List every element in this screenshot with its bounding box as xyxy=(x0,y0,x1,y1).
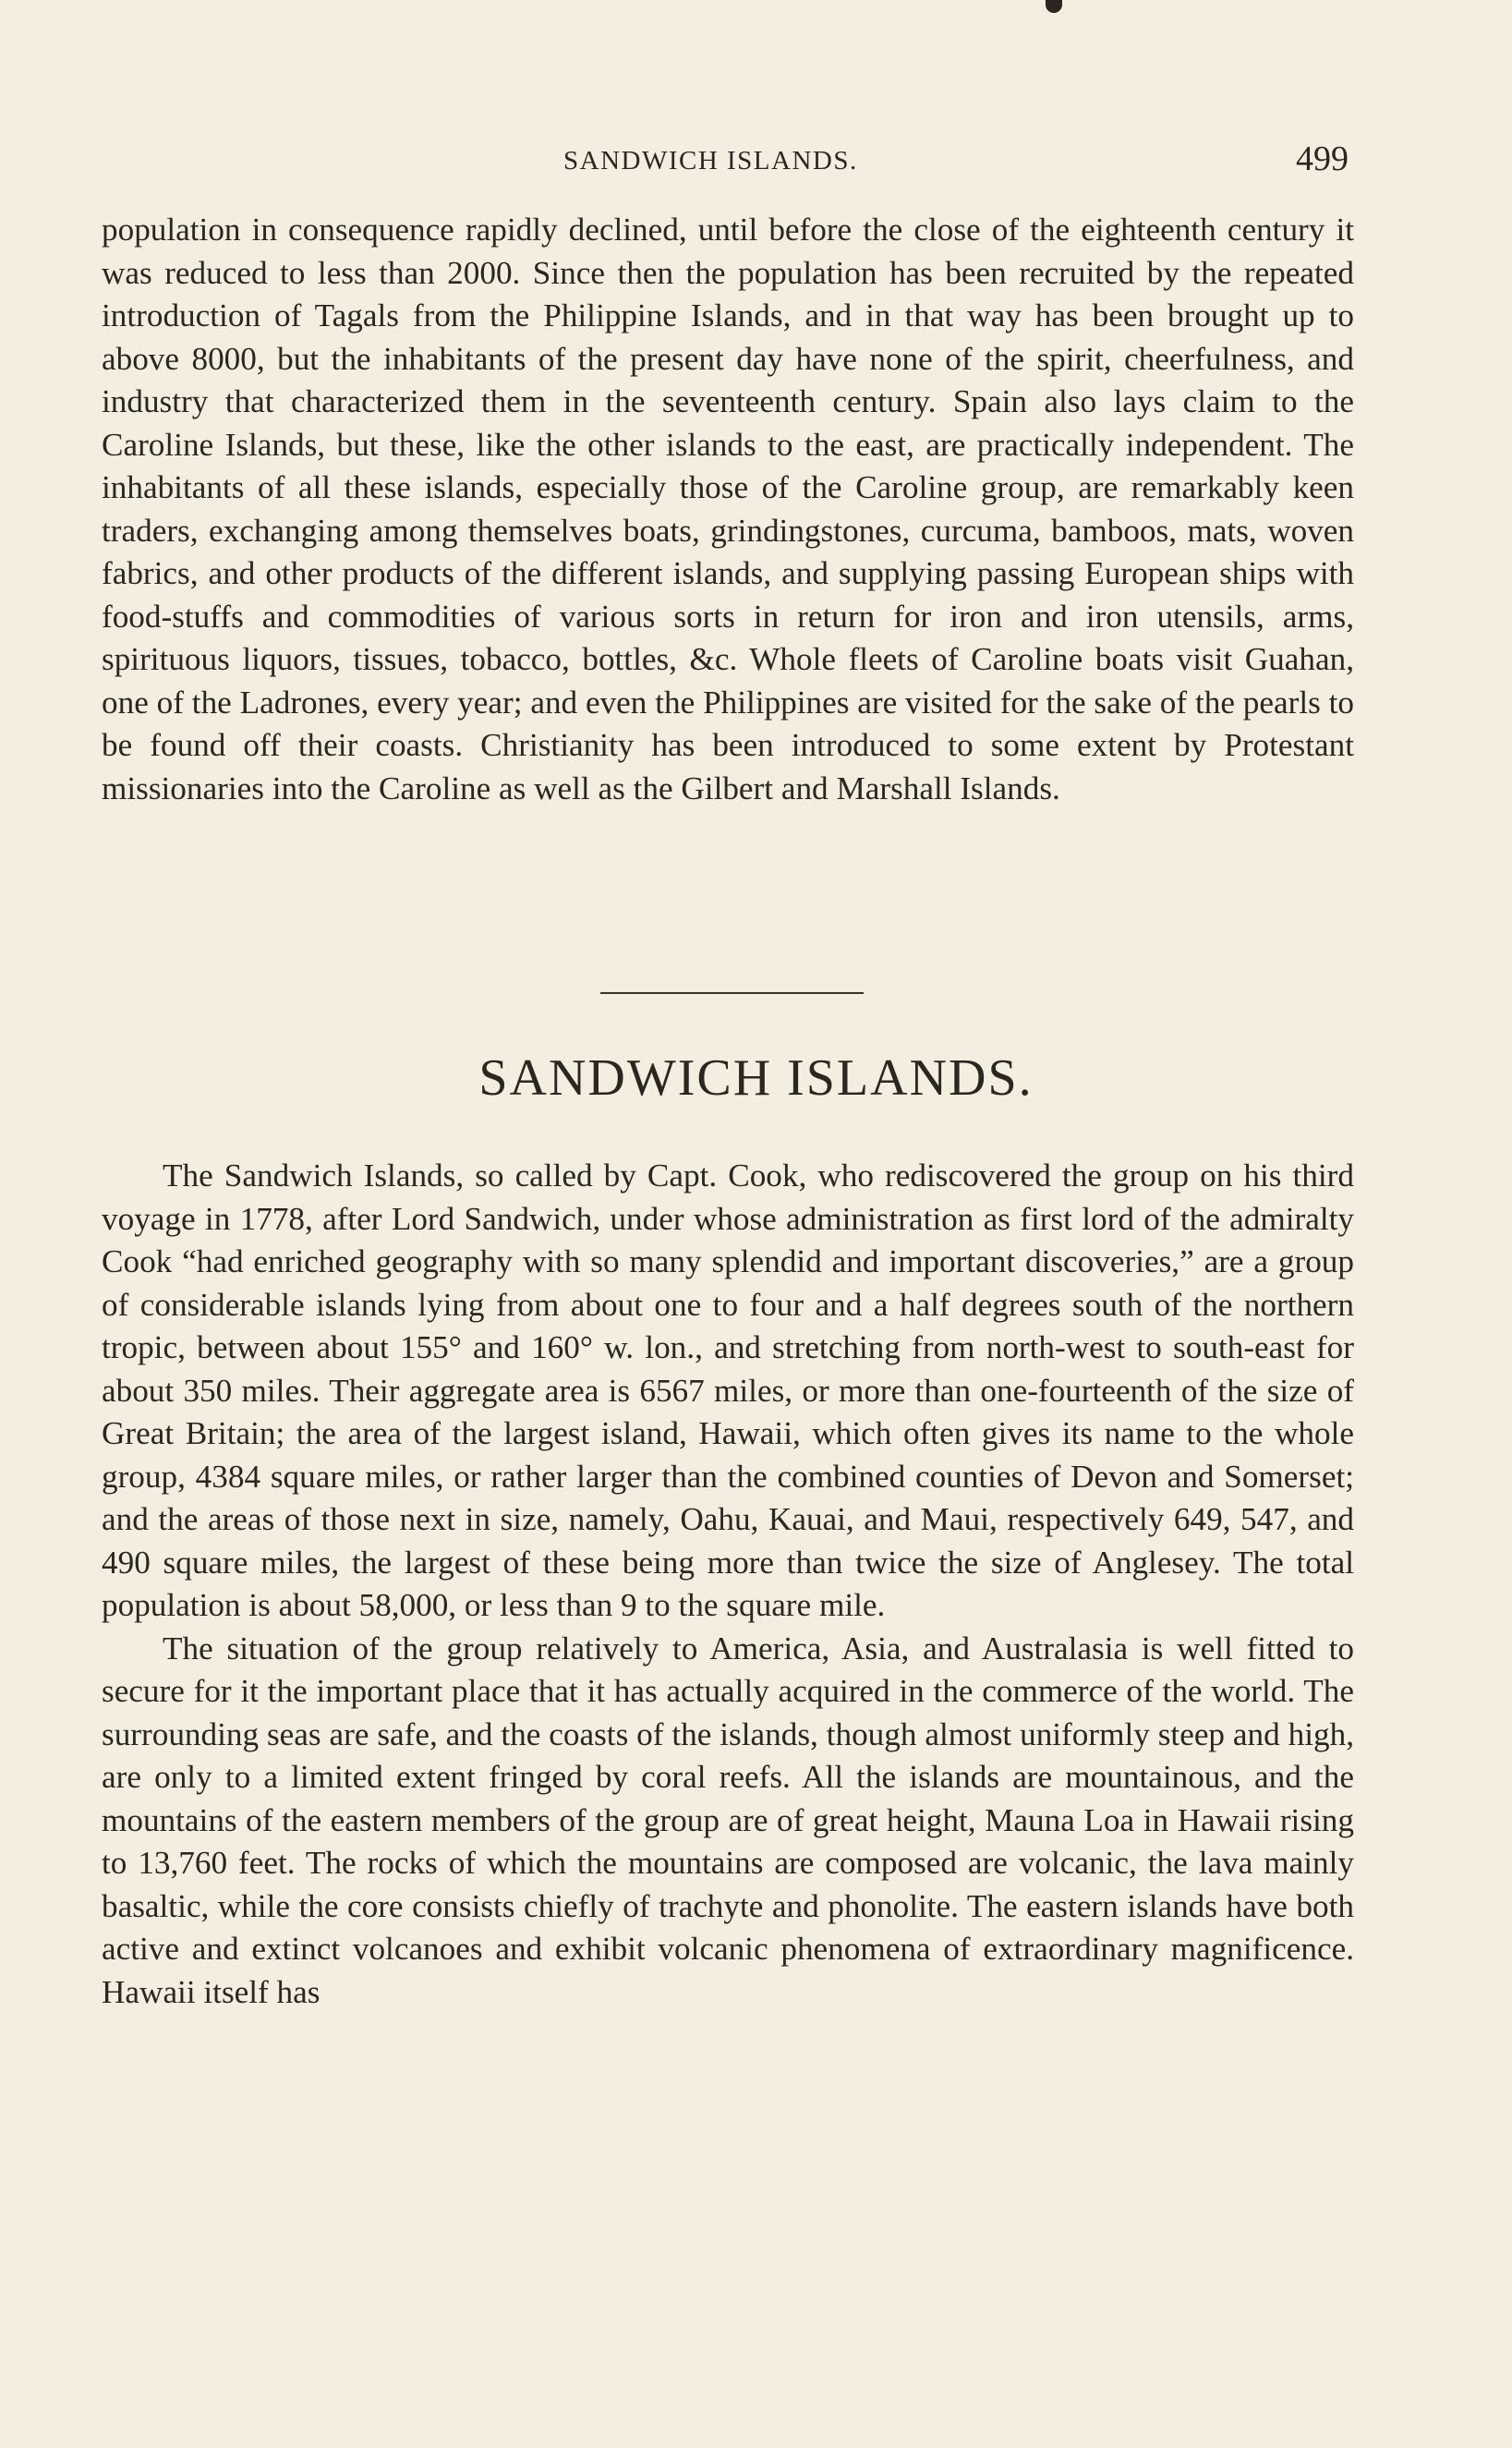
page-number: 499 xyxy=(1296,139,1349,178)
running-header xyxy=(102,139,1349,194)
section-heading: SANDWICH ISLANDS. xyxy=(478,1049,1034,1107)
paragraph: population in consequence rapidly declined, until before the close of the eighteenth century it was reduced to less than 2000. Since then the population has been recruited by the repeated introduction of Tagals from the Philippine Islands, and in that way has been brought up to above 8000, but the inhabitants of the present day have none of the spirit, cheerfulness, and industry that characterized them in the seventeenth century. Spain also lays claim to the Caroline Islands, but these, like the other islands to the east, are practically independent. The inhabitants of all these islands, especially those of the Caroline group, are remarkably keen traders, exchanging among themselves boats, grindingstones, curcuma, bamboos, mats, woven fabrics, and other products of the different islands, and supplying passing European ships with food-stuffs and commodities of various sorts in return for iron and iron utensils, arms, spirituous liquors, tissues, tobacco, bottles, &c. Whole fleets of Caroline boats visit Guahan, one of the Ladrones, every year; and even the Philippines are visited for the sake of the pearls to be found off their coasts. Christianity has been introduced to some extent by Protestant missionaries into the Caroline as well as the Gilbert and Marshall Islands. xyxy=(102,212,1354,806)
continued-text-block xyxy=(102,209,1354,810)
section-divider xyxy=(600,992,864,994)
printer-mark xyxy=(1046,0,1062,13)
paragraph: The situation of the group relatively to America, Asia, and Australasia is well fitted to secure for it the important place that it has actually acquired in the commerce of the world. The surrounding seas are safe, and the coasts of the islands, though almost uniformly steep and high, are only to a limited extent fringed by coral reefs. All the islands are mountainous, and the mountains of the eastern members of the group are of great height, Mauna Loa in Hawaii rising to 13,760 feet. The rocks of which the mountains are composed are volcanic, the lava mainly basaltic, while the core consists chiefly of trachyte and phonolite. The eastern islands have both active and extinct volcanoes and exhibit volcanic phenomena of extraordinary magnificence. Hawaii itself has xyxy=(102,1630,1354,2010)
running-title: SANDWICH ISLANDS. xyxy=(563,146,858,176)
paragraph: The Sandwich Islands, so called by Capt. Cook, who rediscovered the group on his third voyage in 1778, after Lord Sandwich, under whose administration as first lord of the admiralty Cook “had enriched geography with so many splendid and important discoveries,” are a group of considerable islands lying from about one to four and a half degrees south of the northern tropic, between about 155° and 160° w. lon., and stretching from north-west to south-east for about 350 miles. Their aggregate area is 6567 miles, or more than one-fourteenth of the size of Great Britain; the area of the largest island, Hawaii, which often gives its name to the whole group, 4384 square miles, or rather larger than the combined counties of Devon and Somerset; and the areas of those next in size, namely, Oahu, Kauai, and Maui, respectively 649, 547, and 490 square miles, the largest of these being more than twice the size of Anglesey. The total population is about 58,000, or less than 9 to the square mile. xyxy=(102,1157,1354,1623)
section-body xyxy=(102,1155,1354,2014)
